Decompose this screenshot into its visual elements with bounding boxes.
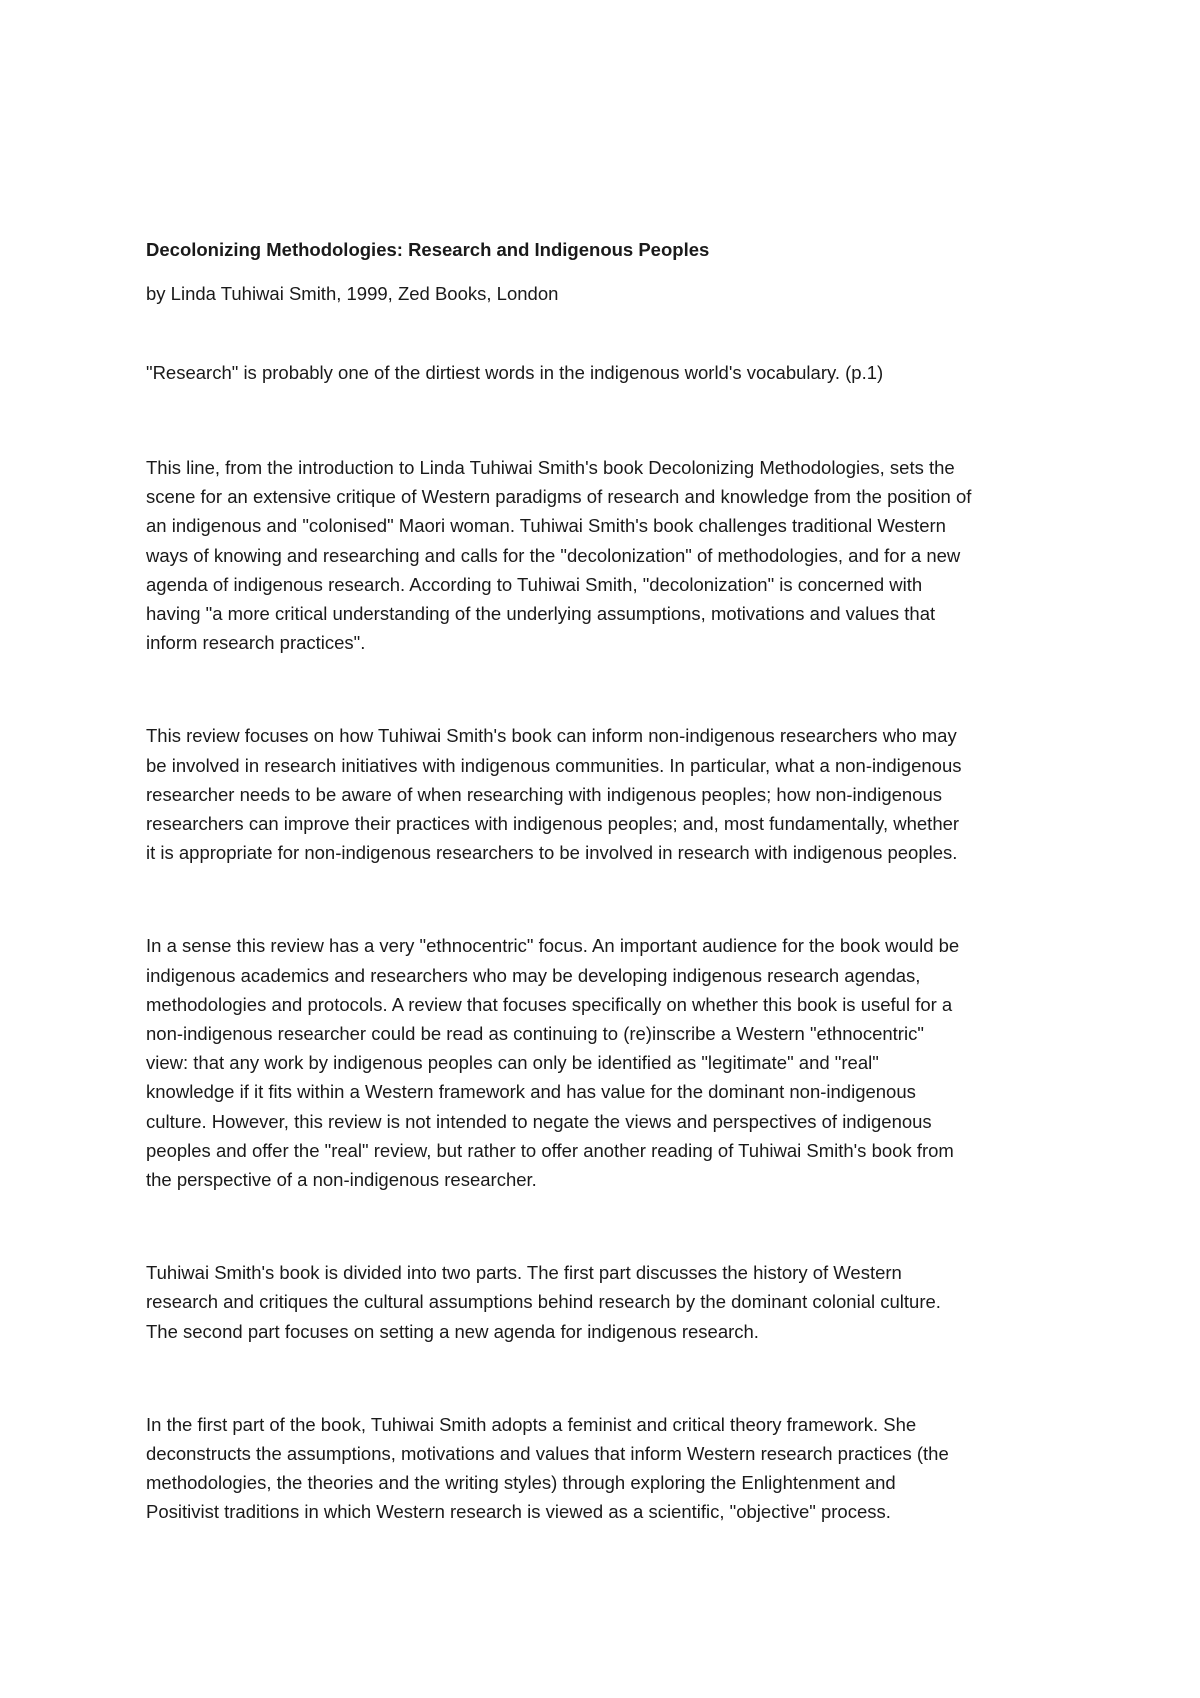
document-title: Decolonizing Methodologies: Research and Indigenous Peoples (146, 239, 710, 260)
paragraph: In the first part of the book, Tuhiwai Smith adopts a feminist and critical theory framework. She deconstructs the assumptions, motivations and values that inform Western research practices (the methodologies, the theories and the writing styles) through exploring the Enlightenment and Positivist traditions in which Western research is viewed as a scientific, "objective" process. (146, 1413, 949, 1523)
paragraph: This line, from the introduction to Linda Tuhiwai Smith's book Decolonizing Methodologies, sets the scene for an extensive critique of Western paradigms of research and knowledge from the position of an indigenous and "colonised" Maori woman. Tuhiwai Smith's book challenges traditional Western ways of knowing and researching and calls for the "decolonization" of methodologies, and for a new agenda of indigenous research. According to Tuhiwai Smith, "decolonization" is concerned with having "a more critical understanding of the underlying assumptions, motivations and values that inform research practices". (146, 457, 972, 654)
paragraph: This review focuses on how Tuhiwai Smith's book can inform non-indigenous researchers who may be involved in research initiatives with indigenous communities. In particular, what a non-indigenous researcher needs to be aware of when researching with indigenous peoples; how non-indigenous researchers can improve their practices with indigenous peoples; and, most fundamentally, whether it is appropriate for non-indigenous researchers to be involved in research with indigenous peoples. (146, 725, 962, 864)
byline: by Linda Tuhiwai Smith, 1999, Zed Books, London (146, 283, 559, 304)
paragraph: In a sense this review has a very "ethnocentric" focus. An important audience for the book would be indigenous academics and researchers who may be developing indigenous research agendas, methodologies and protocols. A review that focuses specifically on whether this book is useful for a non-indigenous researcher could be read as continuing to (re)inscribe a Western "ethnocentric" view: that any work by indigenous peoples can only be identified as "legitimate" and "real" knowledge if it fits within a Western framework and has value for the dominant non-indigenous culture. However, this review is not intended to negate the views and perspectives of indigenous peoples and offer the "real" review, but rather to offer another reading of Tuhiwai Smith's book from the perspective of a non-indigenous researcher. (146, 935, 960, 1191)
paragraph: Tuhiwai Smith's book is divided into two parts. The first part discusses the history of Western research and critiques the cultural assumptions behind research by the dominant colonial culture. The second part focuses on setting a new agenda for indigenous research. (146, 1262, 941, 1342)
opening-quote: "Research" is probably one of the dirtiest words in the indigenous world's vocabulary. (p.1) (146, 362, 884, 383)
document-body (146, 236, 1066, 1527)
